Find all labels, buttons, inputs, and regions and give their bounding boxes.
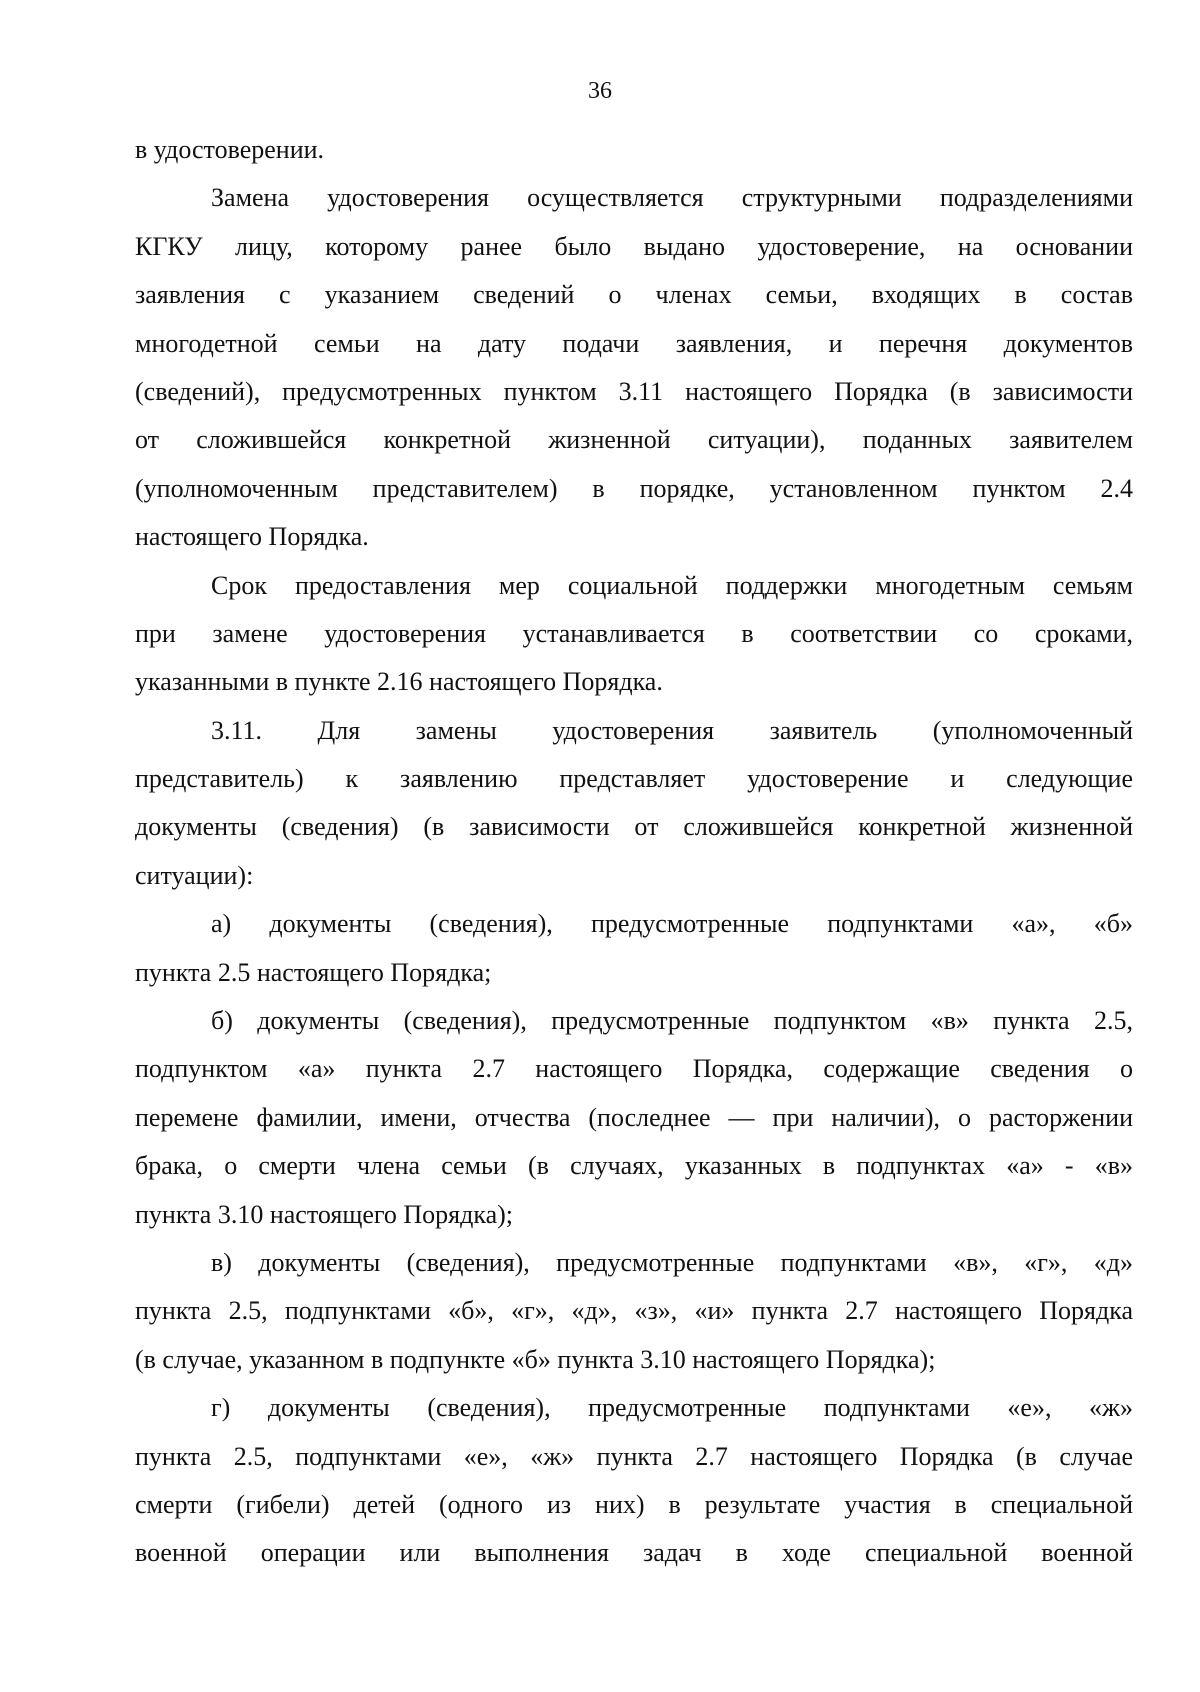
text-line: 3.11. Для замены удостоверения заявитель (уполномоченный [211, 715, 1133, 745]
text-line: представитель) к заявлению представляет удостоверение и следующие [135, 764, 1133, 794]
text-line: (сведений), предусмотренных пунктом 3.11 настоящего Порядка (в зависимости [135, 376, 1133, 406]
text-line: указанными в пункте 2.16 настоящего Порядка. [135, 667, 663, 697]
text-line: перемене фамилии, имени, отчества (последнее — при наличии), о расторжении [135, 1102, 1133, 1132]
text-line: КГКУ лицу, которому ранее было выдано удостоверение, на основании [135, 231, 1133, 261]
text-line: заявления с указанием сведений о членах семьи, входящих в состав [135, 280, 1133, 310]
document-body [135, 126, 1133, 1578]
text-line: а) документы (сведения), предусмотренные подпунктами «а», «б» [211, 909, 1133, 939]
text-line: б) документы (сведения), предусмотренные подпунктом «в» пункта 2.5, [211, 1006, 1133, 1036]
text-line: пункта 2.5, подпунктами «е», «ж» пункта 2.7 настоящего Порядка (в случае [135, 1441, 1133, 1471]
text-line: (в случае, указанном в подпункте «б» пункта 3.10 настоящего Порядка); [135, 1344, 936, 1374]
text-line: пункта 3.10 настоящего Порядка); [135, 1199, 514, 1229]
text-line: военной операции или выполнения задач в ходе специальной военной [135, 1538, 1133, 1568]
text-line: пункта 2.5, подпунктами «б», «г», «д», «з», «и» пункта 2.7 настоящего Порядка [135, 1296, 1133, 1326]
text-line: ситуации): [135, 860, 254, 890]
text-line: при замене удостоверения устанавливается в соответствии со сроками, [135, 618, 1133, 648]
text-line: в) документы (сведения), предусмотренные подпунктами «в», «г», «д» [211, 1247, 1133, 1277]
text-line: в удостоверении. [135, 135, 325, 164]
text-line: Замена удостоверения осуществляется структурными подразделениями [211, 183, 1133, 213]
text-line: от сложившейся конкретной жизненной ситуации), поданных заявителем [135, 425, 1133, 455]
text-line: подпунктом «а» пункта 2.7 настоящего Порядка, содержащие сведения о [135, 1054, 1133, 1084]
text-line: настоящего Порядка. [135, 522, 369, 552]
text-line: документы (сведения) (в зависимости от сложившейся конкретной жизненной [135, 812, 1133, 842]
text-line: брака, о смерти члена семьи (в случаях, указанных в подпунктах «а» - «в» [135, 1151, 1133, 1181]
text-line: г) документы (сведения), предусмотренные подпунктами «е», «ж» [211, 1393, 1133, 1423]
text-line: пункта 2.5 настоящего Порядка; [135, 957, 492, 987]
text-line: (уполномоченным представителем) в порядке, установленном пунктом 2.4 [135, 473, 1133, 503]
text-line: Срок предоставления мер социальной поддержки многодетным семьям [211, 570, 1133, 600]
page-number: 36 [588, 78, 612, 104]
text-line: смерти (гибели) детей (одного из них) в результате участия в специальной [135, 1489, 1133, 1519]
text-line: многодетной семьи на дату подачи заявления, и перечня документов [135, 328, 1133, 358]
